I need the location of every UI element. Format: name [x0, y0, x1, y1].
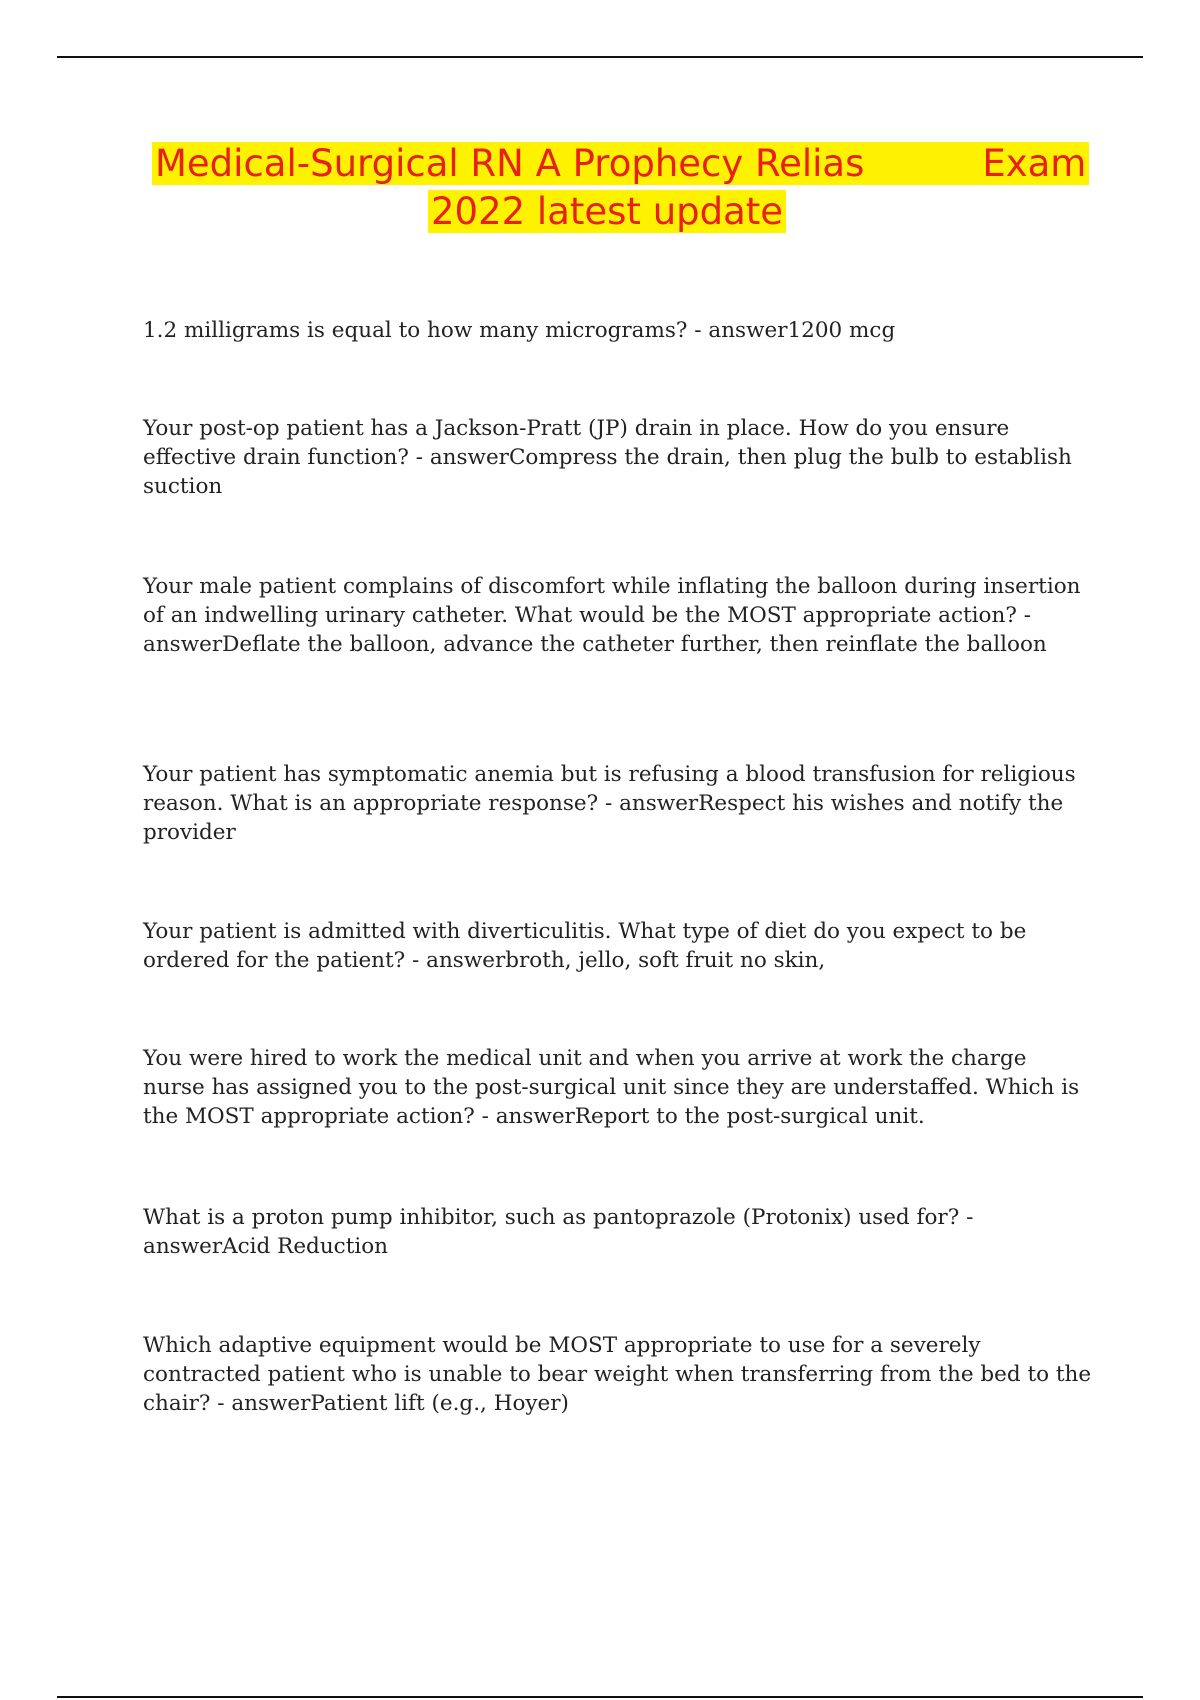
title-line-2-text: 2022 latest update: [428, 190, 786, 233]
bottom-rule: [57, 1696, 1143, 1698]
qa-item-8: Which adaptive equipment would be MOST appropriate to use for a severely contracted patient who is unable to bear weight when transferring from the bed to the chair? - answerPatient lift (e.g., Hoyer): [143, 1333, 1092, 1416]
qa-item-1: 1.2 milligrams is equal to how many micrograms? - answer1200 mcg: [143, 318, 896, 343]
title-line-1-exam: Exam: [982, 142, 1087, 185]
title-line-1: [152, 140, 1087, 188]
title-line-1-text: Medical-Surgical RN A Prophecy Relias: [155, 142, 865, 185]
qa-item-7: What is a proton pump inhibitor, such as pantoprazole (Protonix) used for? - answerAcid Reduction: [143, 1205, 974, 1259]
title-line-2: [152, 188, 1072, 236]
qa-item-4: Your patient has symptomatic anemia but is refusing a blood transfusion for religious reason. What is an appropriate response? - answerRespect his wishes and notify the provider: [143, 762, 1076, 845]
document-title: [152, 140, 1087, 236]
qa-item-2: Your post-op patient has a Jackson-Pratt (JP) drain in place. How do you ensure effective drain function? - answerCompress the drain, then plug the bulb to establish suction: [143, 416, 1072, 499]
top-rule: [57, 56, 1143, 58]
qa-item-5: Your patient is admitted with diverticulitis. What type of diet do you expect to be ordered for the patient? - answerbroth, jello, soft fruit no skin,: [143, 919, 1027, 973]
qa-item-6: You were hired to work the medical unit and when you arrive at work the charge nurse has assigned you to the post-surgical unit since they are understaffed. Which is the MOST appropriate action? - answerReport to the post-surgical unit.: [143, 1046, 1080, 1129]
qa-item-3: Your male patient complains of discomfort while inflating the balloon during insertion of an indwelling urinary catheter. What would be the MOST appropriate action? - answerDeflate the balloon, advance the catheter further, then reinflate the balloon: [143, 574, 1081, 657]
